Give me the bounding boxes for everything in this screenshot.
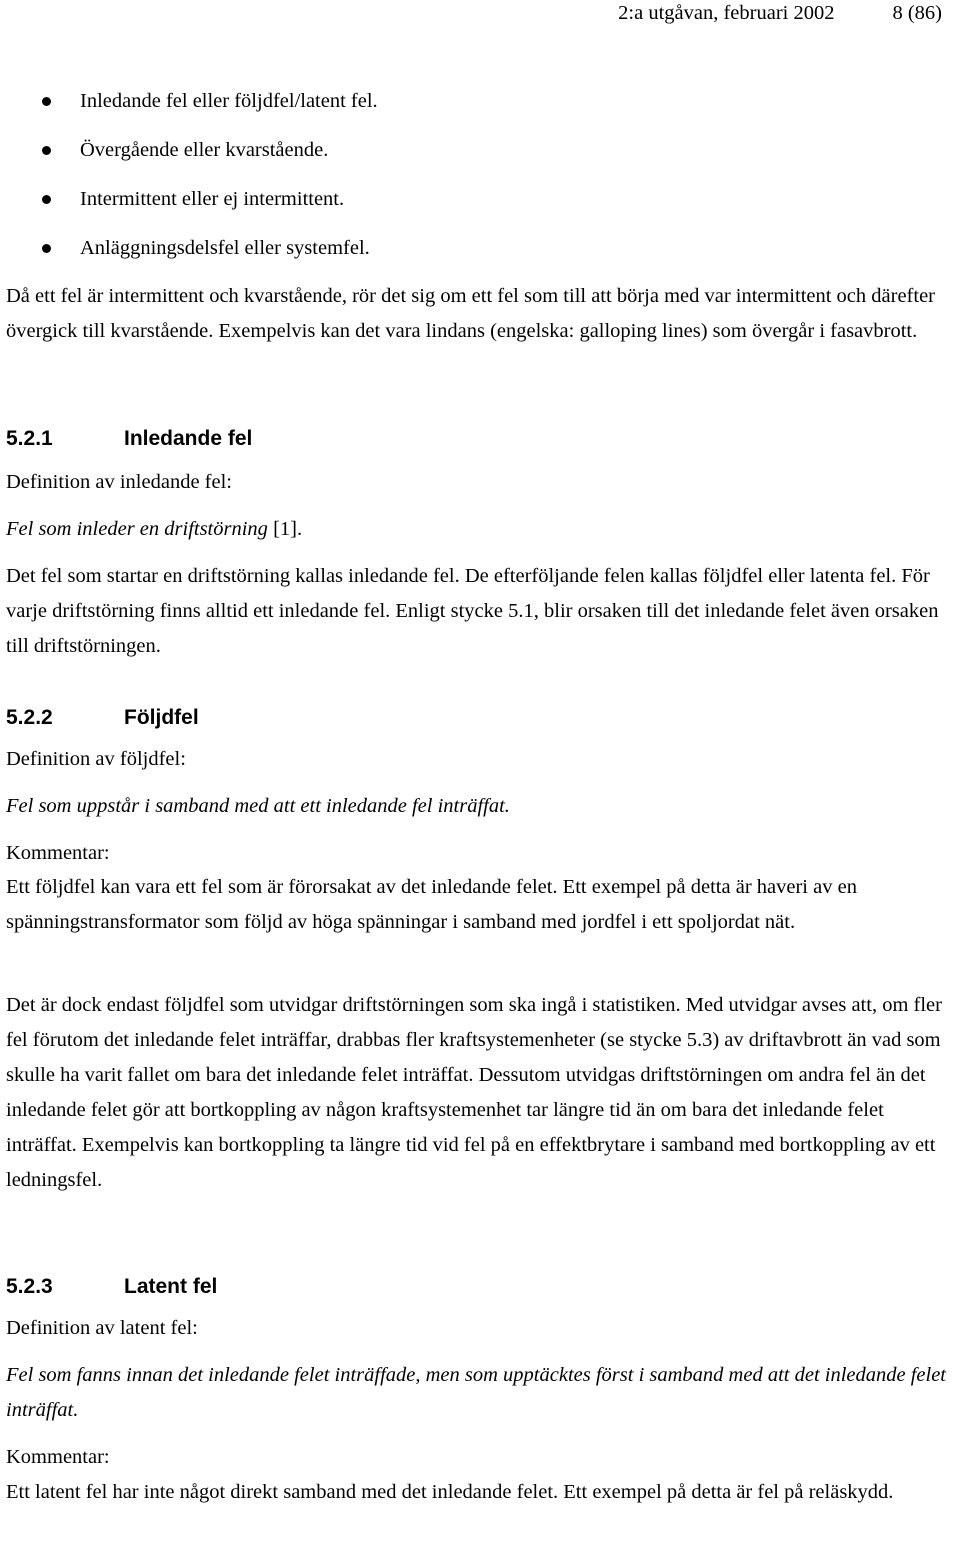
definition-label: Definition av inledande fel: [6, 471, 232, 493]
section-heading-5-2-2 [6, 700, 199, 735]
definition-text: Fel som uppstår i samband med att ett inledande fel inträffat. [6, 795, 510, 817]
section-title: Följdfel [124, 706, 199, 729]
bullet-icon [42, 195, 51, 204]
list-item: Intermittent eller ej intermittent. [6, 182, 378, 231]
section-title: Inledande fel [124, 427, 253, 450]
page-number: 8 (86) [892, 2, 942, 24]
section-number: 5.2.3 [6, 1275, 53, 1298]
bullet-icon [42, 244, 51, 253]
bullet-icon [42, 146, 51, 155]
section-heading-5-2-3 [6, 1269, 217, 1304]
comment-paragraph: Ett följdfel kan vara ett fel som är förorsakat av det inledande felet. Ett exempel på detta är haveri av en spänningstransformator som följd av höga spänningar i samband med jordfel i ett spoljordat nät. [6, 876, 857, 933]
definition-text: Fel som fanns innan det inledande felet inträffade, men som upptäcktes först i samband med att det inledande felet inträffat. [6, 1364, 947, 1421]
section-heading-5-2-1 [6, 421, 252, 456]
definition-text: Fel som inleder en driftstörning [1]. [6, 518, 303, 540]
comment-paragraph: Det är dock endast följdfel som utvidgar driftstörningen som ska ingå i statistiken. Med utvidgar avses att, om fler fel förutom det inledande felet inträffar, drabbas fler kraftsystemenheter (se stycke 5.3) av driftavbrott än vad som skulle ha varit fallet om bara det inledande felet inträffat. Dessutom utvidgas driftstörningen om andra fel än det inledande felet gör att bortkoppling av någon kraftsystemenhet tar längre tid än om bara det inledande felet inträffat. Exempelvis kan bortkoppling ta längre tid vid fel på en effektbrytare i samband med bortkoppling av ett ledningsfel. [6, 994, 942, 1191]
list-item: Övergående eller kvarstående. [6, 133, 378, 182]
section-number: 5.2.1 [6, 427, 53, 450]
page-header [618, 0, 942, 31]
definition-label: Definition av följdfel: [6, 748, 186, 770]
list-item: Anläggningsdelsfel eller systemfel. [6, 231, 378, 280]
edition-label: 2:a utgåvan, februari 2002 [618, 2, 835, 24]
bullet-icon [42, 97, 51, 106]
comment-paragraph: Ett latent fel har inte något direkt samband med det inledande felet. Ett exempel på detta är fel på reläskydd. [6, 1481, 894, 1503]
comment-label: Kommentar: [6, 1446, 110, 1468]
section-title: Latent fel [124, 1275, 218, 1298]
comment-label: Kommentar: [6, 842, 110, 864]
definition-label: Definition av latent fel: [6, 1317, 198, 1339]
section-number: 5.2.2 [6, 706, 53, 729]
intro-paragraph: Då ett fel är intermittent och kvarstående, rör det sig om ett fel som till att börja med var intermittent och därefter övergick till kvarstående. Exempelvis kan det vara lindans (engelska: galloping lines) som övergår i fasavbrott. [6, 285, 936, 342]
list-item: Inledande fel eller följdfel/latent fel. [6, 84, 378, 133]
section-body: Det fel som startar en driftstörning kallas inledande fel. De efterföljande felen kallas följdfel eller latenta fel. För varje driftstörning finns alltid ett inledande fel. Enligt stycke 5.1, blir orsaken till det inledande felet även orsaken till driftstörningen. [6, 565, 939, 657]
fault-type-list [6, 84, 378, 280]
